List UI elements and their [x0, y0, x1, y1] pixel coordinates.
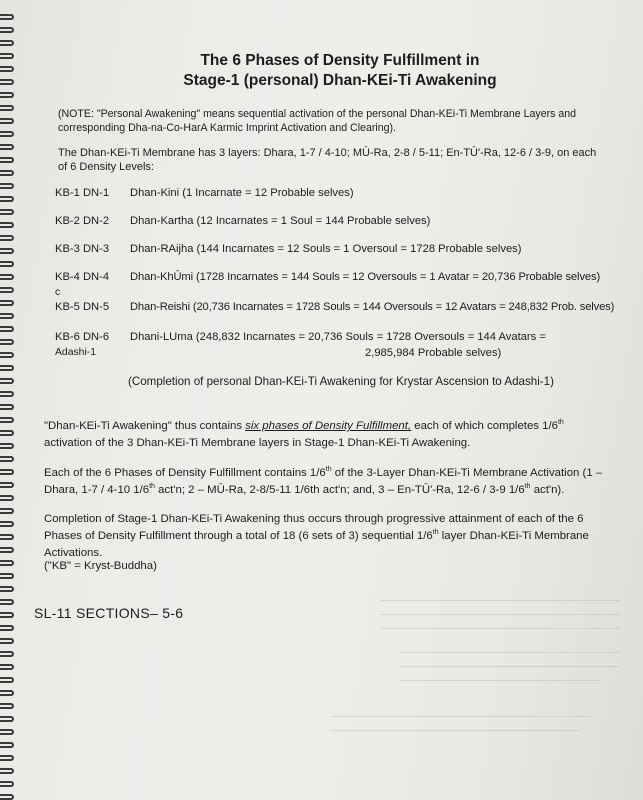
- binding-coil: [0, 534, 14, 540]
- paragraph-text: Each of the 6 Phases of Density Fulfillment contains 1/6: [44, 467, 326, 479]
- binding-coil: [0, 625, 14, 631]
- paragraph-text: Completion of Stage-1 Dhan-KEi-Ti Awakening thus occurs through progressive attainment of each of the 6 Phases of Density Fulfillment through a total of 18 (6 sets of 3) sequential 1/6: [44, 513, 584, 542]
- binding-coil: [0, 664, 14, 670]
- superscript: th: [149, 483, 155, 491]
- level-code: KB-4 DN-4: [55, 271, 110, 283]
- binding-coil: [0, 430, 14, 436]
- paragraph-text: "Dhan-KEi-Ti Awakening" thus contains: [44, 420, 246, 432]
- binding-coil: [0, 443, 14, 449]
- binding-coil: [0, 14, 14, 20]
- binding-coil: [0, 456, 14, 462]
- paragraph-text: activation of the 3 Dhan-KEi-Ti Membrane layers in Stage-1 Dhan-KEi-Ti Awakening.: [44, 437, 471, 449]
- binding-coil: [0, 300, 14, 306]
- binding-coil: [0, 339, 14, 345]
- level-description: Dhan-Reishi (20,736 Incarnates = 1728 Souls = 144 Oversouls = 12 Avatars = 248,832 Prob. selves): [130, 301, 615, 313]
- binding-coil: [0, 248, 14, 254]
- binding-coil: [0, 794, 14, 800]
- spiral-binding: [0, 0, 20, 800]
- binding-coil: [0, 66, 14, 72]
- binding-coil: [0, 313, 14, 319]
- level-description: Dhan-Kartha (12 Incarnates = 1 Soul = 144 Probable selves): [130, 215, 431, 227]
- binding-coil: [0, 612, 14, 618]
- bleed-through-line: [330, 716, 590, 717]
- binding-coil: [0, 274, 14, 280]
- binding-coil: [0, 469, 14, 475]
- level-sub-label: c: [55, 287, 61, 298]
- binding-coil: [0, 690, 14, 696]
- bleed-through-line: [380, 628, 620, 629]
- completion-note: (Completion of personal Dhan-KEi-Ti Awakening for Krystar Ascension to Adashi-1): [128, 375, 554, 388]
- level-description: Dhan-RAijha (144 Incarnates = 12 Souls = 1 Oversoul = 1728 Probable selves): [130, 243, 522, 255]
- binding-coil: [0, 599, 14, 605]
- bleed-through-line: [400, 666, 620, 667]
- binding-coil: [0, 677, 14, 683]
- bleed-through-line: [380, 614, 620, 615]
- binding-coil: [0, 92, 14, 98]
- paragraph-text: of the 3-Layer Dhan-KEi-Ti Membrane Activation (1 – Dhara, 1-7 / 4-10 1/6: [44, 467, 603, 496]
- binding-coil: [0, 326, 14, 332]
- binding-coil: [0, 586, 14, 592]
- binding-coil: [0, 209, 14, 215]
- binding-coil: [0, 287, 14, 293]
- superscript: th: [432, 529, 439, 537]
- binding-coil: [0, 755, 14, 761]
- level-code: KB-1 DN-1: [55, 187, 110, 199]
- binding-coil: [0, 742, 14, 748]
- binding-coil: [0, 183, 14, 189]
- paragraph-text: layer Dhan-KEi-Ti Membrane Activations.: [44, 530, 589, 559]
- binding-coil: [0, 404, 14, 410]
- personal-awakening-note: (NOTE: "Personal Awakening" means sequential activation of the personal Dhan-KEi-Ti Membrane Layers and corresponding Dha-na-Co-HarA Karmic Imprint Activation and Clearing).: [58, 108, 577, 134]
- binding-coil: [0, 131, 14, 137]
- six-phases-paragraph: [44, 418, 614, 452]
- emphasized-text: six phases of Density Fulfillment,: [245, 420, 412, 432]
- paragraph-text: each of which completes 1/6: [411, 420, 558, 432]
- bleed-through-line: [400, 652, 620, 653]
- binding-coil: [0, 651, 14, 657]
- binding-coil: [0, 40, 14, 46]
- level-code: KB-3 DN-3: [55, 243, 110, 255]
- binding-coil: [0, 365, 14, 371]
- binding-coil: [0, 196, 14, 202]
- level-sub-label: Adashi-1: [55, 347, 97, 358]
- binding-coil: [0, 378, 14, 384]
- binding-coil: [0, 768, 14, 774]
- level-description: Dhani-LUma (248,832 Incarnates = 20,736 Souls = 1728 Oversouls = 144 Avatars =: [130, 331, 546, 343]
- superscript: th: [557, 419, 564, 427]
- superscript: th: [325, 466, 332, 474]
- level-code: KB-2 DN-2: [55, 215, 110, 227]
- section-footer: SL-11 SECTIONS– 5-6: [34, 605, 184, 621]
- bleed-through-line: [330, 730, 580, 731]
- binding-coil: [0, 27, 14, 33]
- bleed-through-line: [400, 680, 600, 681]
- membrane-intro-text: The Dhan-KEi-Ti Membrane has 3 layers: Dhara, 1-7 / 4-10; MŪ-Ra, 2-8 / 5-11; En-TŪ'-Ra, 12-6 / 3-9, on each of 6 Density Levels:: [58, 147, 597, 173]
- binding-coil: [0, 573, 14, 579]
- completion-stage-paragraph: [44, 511, 614, 562]
- binding-coil: [0, 482, 14, 488]
- binding-coil: [0, 144, 14, 150]
- binding-coil: [0, 79, 14, 85]
- level-code: KB-5 DN-5: [55, 301, 110, 313]
- binding-coil: [0, 118, 14, 124]
- level-code: KB-6 DN-6: [55, 331, 110, 343]
- superscript: th: [524, 483, 531, 491]
- document-title-line2: Stage-1 (personal) Dhan-KEi-Ti Awakening: [183, 72, 497, 89]
- binding-coil: [0, 638, 14, 644]
- binding-coil: [0, 560, 14, 566]
- paragraph-text: act'n).: [530, 484, 565, 496]
- binding-coil: [0, 170, 14, 176]
- binding-coil: [0, 417, 14, 423]
- paragraph-text: act'n; 2 – MŪ-Ra, 2-8/5-11 1/6th act'n; and, 3 – En-TŪ'-Ra, 12-6 / 3-9 1/6: [154, 484, 525, 496]
- binding-coil: [0, 521, 14, 527]
- binding-coil: [0, 716, 14, 722]
- binding-coil: [0, 235, 14, 241]
- bleed-through-line: [380, 600, 620, 601]
- binding-coil: [0, 547, 14, 553]
- document-title-line1: The 6 Phases of Density Fulfillment in: [200, 52, 480, 69]
- binding-coil: [0, 53, 14, 59]
- binding-coil: [0, 729, 14, 735]
- level-description-continued: 2,985,984 Probable selves): [365, 347, 502, 359]
- binding-coil: [0, 352, 14, 358]
- binding-coil: [0, 261, 14, 267]
- binding-coil: [0, 508, 14, 514]
- binding-coil: [0, 703, 14, 709]
- binding-coil: [0, 105, 14, 111]
- layer-activation-paragraph: [44, 465, 614, 499]
- binding-coil: [0, 495, 14, 501]
- level-description: Dhan-KhŪmi (1728 Incarnates = 144 Souls = 12 Oversouls = 1 Avatar = 20,736 Probable selves): [130, 271, 601, 283]
- binding-coil: [0, 157, 14, 163]
- binding-coil: [0, 222, 14, 228]
- kb-abbreviation-note: ("KB" = Kryst-Buddha): [44, 560, 157, 572]
- level-description: Dhan-Kini (1 Incarnate = 12 Probable selves): [130, 187, 354, 199]
- binding-coil: [0, 391, 14, 397]
- binding-coil: [0, 781, 14, 787]
